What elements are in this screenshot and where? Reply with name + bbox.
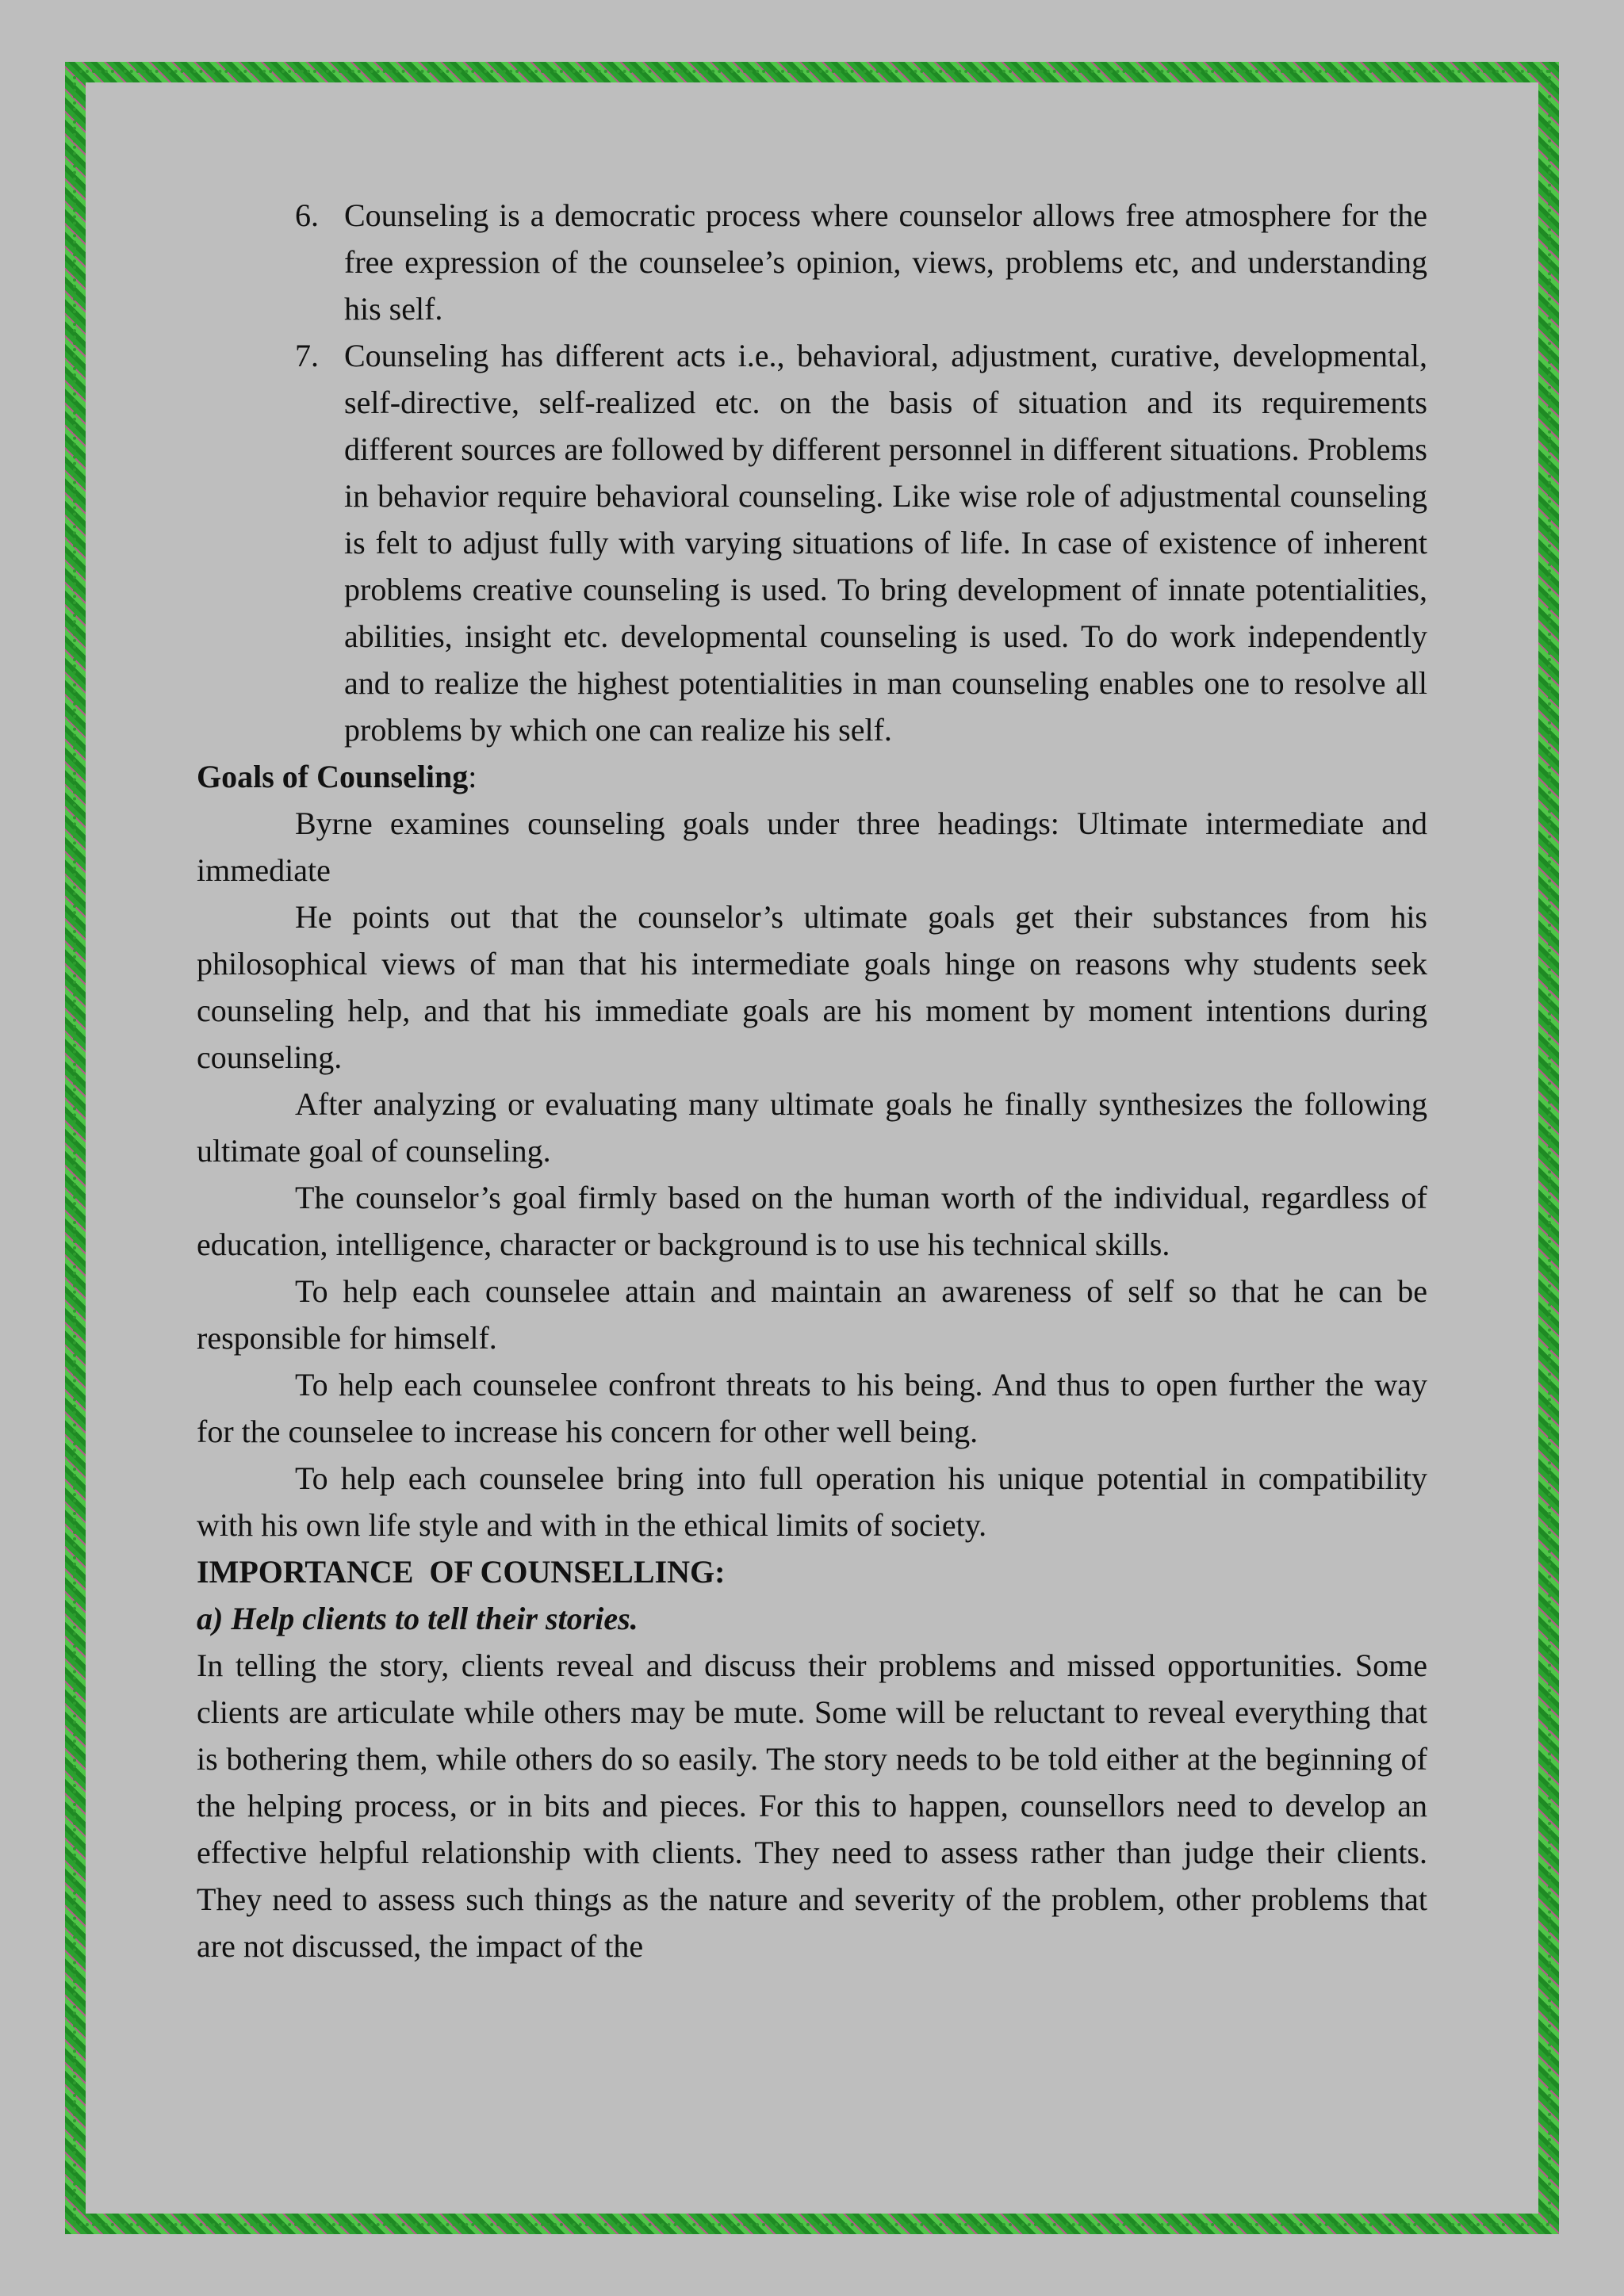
goals-paragraph: After analyzing or evaluating many ultimate goals he finally synthesizes the following ultimate goal of counseling. — [197, 1086, 1427, 1169]
goals-heading — [197, 753, 1427, 800]
goals-paragraph: To help each counselee bring into full operation his unique potential in compatibility with his own life style and with in the ethical limits of society. — [197, 1460, 1427, 1543]
importance-subheading: a) Help clients to tell their stories. — [197, 1601, 638, 1636]
list-item — [197, 332, 1427, 753]
list-item — [197, 192, 1427, 332]
goals-heading-colon: : — [468, 759, 477, 794]
importance-paragraph: In telling the story, clients reveal and discuss their problems and missed opportunities. Some clients are articulate while others may be mute. Some will be reluctant to reveal everything that is bothering them, while others do so easily. The story needs to be told either at the beginning of the helping process, or in bits and pieces. For this to happen, counsellors need to develop an effective helpful relationship with clients. They need to assess rather than judge their clients. They need to assess such things as the nature and severity of the problem, other problems that are not discussed, the impact of the — [197, 1647, 1427, 1964]
goals-paragraph: To help each counselee attain and maintain an awareness of self so that he can be responsible for himself. — [197, 1273, 1427, 1356]
list-item-text: Counseling is a democratic process where counselor allows free atmosphere for the free expression of the counselee’s opinion, views, problems etc, and understanding his self. — [344, 197, 1427, 327]
list-item-text: Counseling has different acts i.e., behavioral, adjustment, curative, developmental, self-directive, self-realized etc. on the basis of situation and its requirements different sources are followed by different personnel in different situations. Problems in behavior require behavioral counseling. Like wise role of adjustmental counseling is felt to adjust fully with varying situations of life. In case of existence of inherent problems creative counseling is used. To bring development of innate potentialities, abilities, insight etc. developmental counseling is used. To do work independently and to realize the highest potentialities in man counseling enables one to resolve all problems by which one can realize his self. — [344, 338, 1427, 748]
goals-paragraph: Byrne examines counseling goals under three headings: Ultimate intermediate and immediate — [197, 806, 1427, 888]
goals-paragraph: The counselor’s goal firmly based on the human worth of the individual, regardless of education, intelligence, character or background is to use his technical skills. — [197, 1180, 1427, 1262]
goals-paragraph: He points out that the counselor’s ultimate goals get their substances from his philosophical views of man that his intermediate goals hinge on reasons why students seek counseling help, and that his immediate goals are his moment by moment intentions during counseling. — [197, 899, 1427, 1075]
goals-heading-text: Goals of Counseling — [197, 759, 469, 794]
goals-paragraph: To help each counselee confront threats to his being. And thus to open further the way for the counselee to increase his concern for other well being. — [197, 1367, 1427, 1449]
list-item-number: 6. — [295, 197, 319, 233]
importance-heading: IMPORTANCE OF COUNSELLING: — [197, 1554, 726, 1590]
page-content — [197, 192, 1427, 1969]
list-item-number: 7. — [295, 338, 319, 373]
